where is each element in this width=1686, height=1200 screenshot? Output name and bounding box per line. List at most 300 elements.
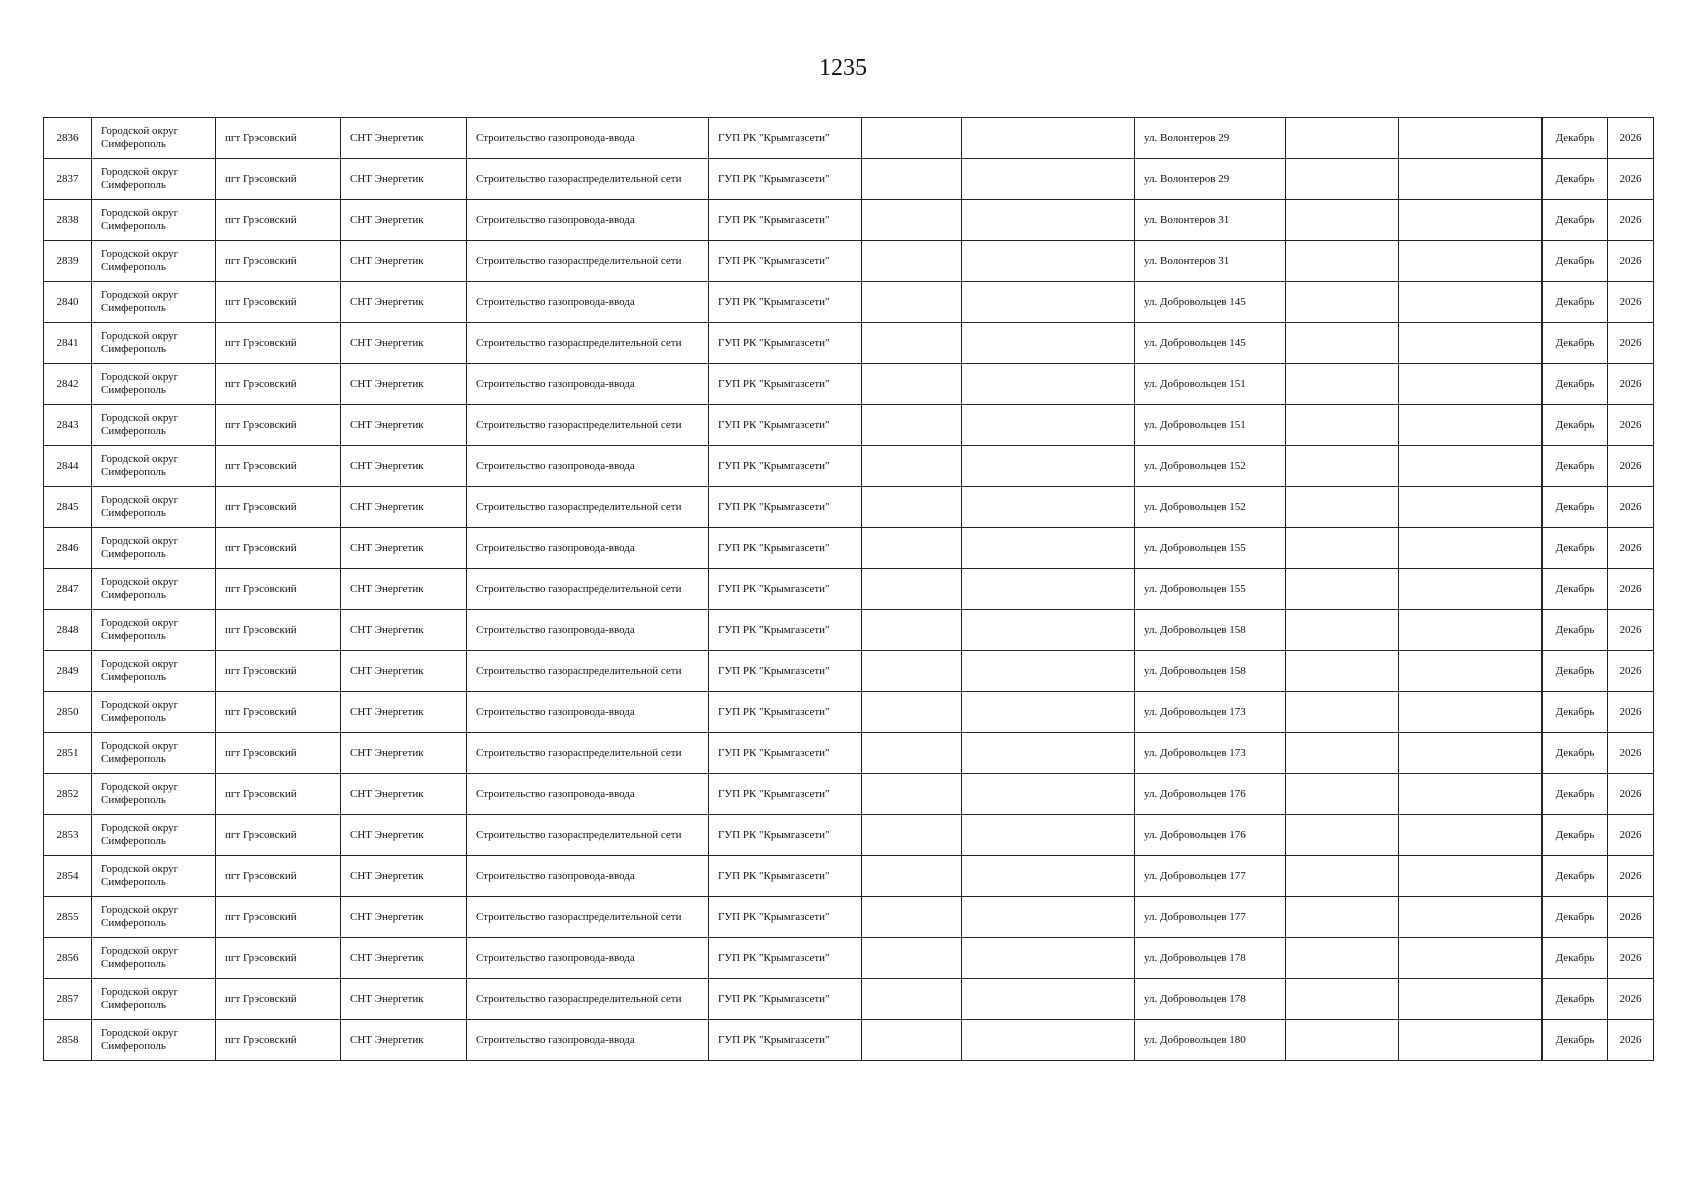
district-cell: Городской округ Симферополь — [92, 528, 216, 569]
snt-cell: СНТ Энергетик — [341, 979, 467, 1020]
register-body — [44, 118, 1654, 1061]
work-type-cell: Строительство газопровода-ввода — [467, 282, 709, 323]
snt-cell: СНТ Энергетик — [341, 1020, 467, 1061]
empty-cell — [862, 323, 962, 364]
snt-cell: СНТ Энергетик — [341, 610, 467, 651]
empty-cell — [1399, 323, 1542, 364]
empty-cell — [862, 651, 962, 692]
snt-cell: СНТ Энергетик — [341, 856, 467, 897]
empty-cell — [1399, 200, 1542, 241]
empty-cell — [1399, 897, 1542, 938]
work-type-cell: Строительство газопровода-ввода — [467, 528, 709, 569]
address-cell: ул. Добровольцев 173 — [1135, 733, 1286, 774]
empty-cell — [1399, 487, 1542, 528]
address-cell: ул. Добровольцев 151 — [1135, 364, 1286, 405]
organization-cell: ГУП РК "Крымгазсети" — [709, 979, 862, 1020]
district-cell: Городской округ Симферополь — [92, 651, 216, 692]
table-row — [44, 241, 1654, 282]
month-cell: Декабрь — [1543, 1020, 1608, 1061]
month-cell: Декабрь — [1543, 528, 1608, 569]
snt-cell: СНТ Энергетик — [341, 938, 467, 979]
address-cell: ул. Волонтеров 29 — [1135, 159, 1286, 200]
address-cell: ул. Волонтеров 31 — [1135, 241, 1286, 282]
address-cell: ул. Добровольцев 158 — [1135, 651, 1286, 692]
work-type-cell: Строительство газопровода-ввода — [467, 692, 709, 733]
year-cell: 2026 — [1608, 200, 1654, 241]
year-cell: 2026 — [1608, 323, 1654, 364]
settlement-cell: пгт Грэсовский — [216, 118, 341, 159]
empty-cell — [1286, 159, 1399, 200]
work-type-cell: Строительство газопровода-ввода — [467, 938, 709, 979]
address-cell: ул. Волонтеров 29 — [1135, 118, 1286, 159]
settlement-cell: пгт Грэсовский — [216, 446, 341, 487]
empty-cell — [1399, 938, 1542, 979]
month-cell: Декабрь — [1543, 159, 1608, 200]
table-row — [44, 528, 1654, 569]
empty-cell — [1286, 405, 1399, 446]
settlement-cell: пгт Грэсовский — [216, 528, 341, 569]
month-cell: Декабрь — [1543, 405, 1608, 446]
settlement-cell: пгт Грэсовский — [216, 815, 341, 856]
row-number-cell: 2842 — [44, 364, 92, 405]
snt-cell: СНТ Энергетик — [341, 487, 467, 528]
district-cell: Городской округ Симферополь — [92, 118, 216, 159]
settlement-cell: пгт Грэсовский — [216, 774, 341, 815]
year-cell: 2026 — [1608, 528, 1654, 569]
organization-cell: ГУП РК "Крымгазсети" — [709, 241, 862, 282]
empty-cell — [1286, 118, 1399, 159]
organization-cell: ГУП РК "Крымгазсети" — [709, 405, 862, 446]
row-number-cell: 2852 — [44, 774, 92, 815]
table-row — [44, 487, 1654, 528]
empty-cell — [962, 856, 1135, 897]
district-cell: Городской округ Симферополь — [92, 446, 216, 487]
empty-cell — [862, 159, 962, 200]
row-number-cell: 2844 — [44, 446, 92, 487]
organization-cell: ГУП РК "Крымгазсети" — [709, 487, 862, 528]
settlement-cell: пгт Грэсовский — [216, 856, 341, 897]
table-row — [44, 815, 1654, 856]
empty-cell — [1399, 282, 1542, 323]
year-cell: 2026 — [1608, 610, 1654, 651]
empty-cell — [1286, 897, 1399, 938]
month-cell: Декабрь — [1543, 200, 1608, 241]
month-cell: Декабрь — [1543, 118, 1608, 159]
district-cell: Городской округ Симферополь — [92, 1020, 216, 1061]
row-number-cell: 2850 — [44, 692, 92, 733]
snt-cell: СНТ Энергетик — [341, 118, 467, 159]
year-cell: 2026 — [1608, 733, 1654, 774]
empty-cell — [962, 897, 1135, 938]
row-number-cell: 2851 — [44, 733, 92, 774]
work-type-cell: Строительство газораспределительной сети — [467, 487, 709, 528]
district-cell: Городской округ Симферополь — [92, 159, 216, 200]
table-row — [44, 159, 1654, 200]
organization-cell: ГУП РК "Крымгазсети" — [709, 1020, 862, 1061]
empty-cell — [862, 856, 962, 897]
empty-cell — [1286, 692, 1399, 733]
month-cell: Декабрь — [1543, 651, 1608, 692]
table-row — [44, 118, 1654, 159]
empty-cell — [962, 200, 1135, 241]
row-number-cell: 2838 — [44, 200, 92, 241]
empty-cell — [1286, 528, 1399, 569]
month-cell: Декабрь — [1543, 938, 1608, 979]
table-row — [44, 733, 1654, 774]
empty-cell — [1399, 364, 1542, 405]
year-cell: 2026 — [1608, 159, 1654, 200]
table-row — [44, 692, 1654, 733]
empty-cell — [862, 528, 962, 569]
empty-cell — [1399, 692, 1542, 733]
settlement-cell: пгт Грэсовский — [216, 733, 341, 774]
organization-cell: ГУП РК "Крымгазсети" — [709, 200, 862, 241]
table-row — [44, 569, 1654, 610]
district-cell: Городской округ Симферополь — [92, 856, 216, 897]
district-cell: Городской округ Симферополь — [92, 323, 216, 364]
empty-cell — [1286, 200, 1399, 241]
snt-cell: СНТ Энергетик — [341, 282, 467, 323]
empty-cell — [1399, 118, 1542, 159]
district-cell: Городской округ Симферополь — [92, 897, 216, 938]
snt-cell: СНТ Энергетик — [341, 528, 467, 569]
empty-cell — [1286, 487, 1399, 528]
work-type-cell: Строительство газораспределительной сети — [467, 159, 709, 200]
page-number: 1235 — [819, 55, 867, 81]
month-cell: Декабрь — [1543, 487, 1608, 528]
snt-cell: СНТ Энергетик — [341, 733, 467, 774]
row-number-cell: 2848 — [44, 610, 92, 651]
empty-cell — [1286, 1020, 1399, 1061]
district-cell: Городской округ Симферополь — [92, 200, 216, 241]
year-cell: 2026 — [1608, 241, 1654, 282]
address-cell: ул. Добровольцев 173 — [1135, 692, 1286, 733]
empty-cell — [962, 733, 1135, 774]
year-cell: 2026 — [1608, 979, 1654, 1020]
empty-cell — [1399, 733, 1542, 774]
snt-cell: СНТ Энергетик — [341, 159, 467, 200]
address-cell: ул. Добровольцев 152 — [1135, 487, 1286, 528]
table-row — [44, 1020, 1654, 1061]
table-row — [44, 856, 1654, 897]
table-row — [44, 651, 1654, 692]
work-type-cell: Строительство газопровода-ввода — [467, 774, 709, 815]
year-cell: 2026 — [1608, 364, 1654, 405]
district-cell: Городской округ Симферополь — [92, 774, 216, 815]
month-cell: Декабрь — [1543, 282, 1608, 323]
month-cell: Декабрь — [1543, 856, 1608, 897]
organization-cell: ГУП РК "Крымгазсети" — [709, 897, 862, 938]
empty-cell — [1399, 774, 1542, 815]
empty-cell — [1399, 569, 1542, 610]
settlement-cell: пгт Грэсовский — [216, 610, 341, 651]
month-cell: Декабрь — [1543, 446, 1608, 487]
empty-cell — [862, 979, 962, 1020]
organization-cell: ГУП РК "Крымгазсети" — [709, 651, 862, 692]
empty-cell — [962, 159, 1135, 200]
address-cell: ул. Добровольцев 151 — [1135, 405, 1286, 446]
empty-cell — [1399, 241, 1542, 282]
month-cell: Декабрь — [1543, 364, 1608, 405]
address-cell: ул. Добровольцев 177 — [1135, 856, 1286, 897]
table-row — [44, 200, 1654, 241]
row-number-cell: 2836 — [44, 118, 92, 159]
address-cell: ул. Добровольцев 178 — [1135, 938, 1286, 979]
organization-cell: ГУП РК "Крымгазсети" — [709, 938, 862, 979]
organization-cell: ГУП РК "Крымгазсети" — [709, 610, 862, 651]
year-cell: 2026 — [1608, 897, 1654, 938]
empty-cell — [1399, 159, 1542, 200]
table-row — [44, 938, 1654, 979]
settlement-cell: пгт Грэсовский — [216, 159, 341, 200]
empty-cell — [862, 815, 962, 856]
empty-cell — [862, 733, 962, 774]
empty-cell — [862, 1020, 962, 1061]
empty-cell — [962, 692, 1135, 733]
address-cell: ул. Добровольцев 176 — [1135, 774, 1286, 815]
empty-cell — [1286, 856, 1399, 897]
row-number-cell: 2857 — [44, 979, 92, 1020]
month-cell: Декабрь — [1543, 979, 1608, 1020]
work-type-cell: Строительство газораспределительной сети — [467, 241, 709, 282]
work-type-cell: Строительство газопровода-ввода — [467, 446, 709, 487]
empty-cell — [1286, 979, 1399, 1020]
table-row — [44, 282, 1654, 323]
empty-cell — [962, 569, 1135, 610]
settlement-cell: пгт Грэсовский — [216, 405, 341, 446]
empty-cell — [1399, 856, 1542, 897]
district-cell: Городской округ Симферополь — [92, 569, 216, 610]
table-row — [44, 323, 1654, 364]
district-cell: Городской округ Симферополь — [92, 733, 216, 774]
row-number-cell: 2853 — [44, 815, 92, 856]
work-type-cell: Строительство газопровода-ввода — [467, 364, 709, 405]
month-cell: Декабрь — [1543, 897, 1608, 938]
snt-cell: СНТ Энергетик — [341, 815, 467, 856]
district-cell: Городской округ Симферополь — [92, 692, 216, 733]
year-cell: 2026 — [1608, 405, 1654, 446]
empty-cell — [862, 241, 962, 282]
settlement-cell: пгт Грэсовский — [216, 569, 341, 610]
empty-cell — [1286, 241, 1399, 282]
settlement-cell: пгт Грэсовский — [216, 364, 341, 405]
empty-cell — [1286, 569, 1399, 610]
empty-cell — [1286, 610, 1399, 651]
snt-cell: СНТ Энергетик — [341, 405, 467, 446]
settlement-cell: пгт Грэсовский — [216, 487, 341, 528]
empty-cell — [1399, 815, 1542, 856]
snt-cell: СНТ Энергетик — [341, 692, 467, 733]
empty-cell — [862, 364, 962, 405]
row-number-cell: 2856 — [44, 938, 92, 979]
empty-cell — [1286, 815, 1399, 856]
district-cell: Городской округ Симферополь — [92, 815, 216, 856]
snt-cell: СНТ Энергетик — [341, 323, 467, 364]
empty-cell — [1286, 774, 1399, 815]
year-cell: 2026 — [1608, 569, 1654, 610]
year-cell: 2026 — [1608, 118, 1654, 159]
district-cell: Городской округ Симферополь — [92, 405, 216, 446]
row-number-cell: 2845 — [44, 487, 92, 528]
work-type-cell: Строительство газораспределительной сети — [467, 323, 709, 364]
empty-cell — [1399, 1020, 1542, 1061]
organization-cell: ГУП РК "Крымгазсети" — [709, 446, 862, 487]
year-cell: 2026 — [1608, 487, 1654, 528]
work-type-cell: Строительство газопровода-ввода — [467, 118, 709, 159]
empty-cell — [962, 1020, 1135, 1061]
empty-cell — [862, 569, 962, 610]
address-cell: ул. Добровольцев 177 — [1135, 897, 1286, 938]
empty-cell — [862, 446, 962, 487]
year-cell: 2026 — [1608, 1020, 1654, 1061]
row-number-cell: 2841 — [44, 323, 92, 364]
address-cell: ул. Добровольцев 178 — [1135, 979, 1286, 1020]
table-row — [44, 610, 1654, 651]
address-cell: ул. Добровольцев 180 — [1135, 1020, 1286, 1061]
work-type-cell: Строительство газораспределительной сети — [467, 733, 709, 774]
organization-cell: ГУП РК "Крымгазсети" — [709, 815, 862, 856]
row-number-cell: 2854 — [44, 856, 92, 897]
year-cell: 2026 — [1608, 856, 1654, 897]
address-cell: ул. Добровольцев 176 — [1135, 815, 1286, 856]
snt-cell: СНТ Энергетик — [341, 651, 467, 692]
row-number-cell: 2843 — [44, 405, 92, 446]
empty-cell — [962, 774, 1135, 815]
month-cell: Декабрь — [1543, 569, 1608, 610]
organization-cell: ГУП РК "Крымгазсети" — [709, 774, 862, 815]
snt-cell: СНТ Энергетик — [341, 774, 467, 815]
row-number-cell: 2847 — [44, 569, 92, 610]
address-cell: ул. Добровольцев 155 — [1135, 528, 1286, 569]
empty-cell — [862, 610, 962, 651]
empty-cell — [962, 528, 1135, 569]
address-cell: ул. Добровольцев 152 — [1135, 446, 1286, 487]
row-number-cell: 2837 — [44, 159, 92, 200]
empty-cell — [1286, 938, 1399, 979]
empty-cell — [1399, 405, 1542, 446]
empty-cell — [1286, 323, 1399, 364]
work-type-cell: Строительство газопровода-ввода — [467, 856, 709, 897]
work-type-cell: Строительство газораспределительной сети — [467, 897, 709, 938]
empty-cell — [862, 405, 962, 446]
work-type-cell: Строительство газопровода-ввода — [467, 610, 709, 651]
empty-cell — [962, 979, 1135, 1020]
settlement-cell: пгт Грэсовский — [216, 938, 341, 979]
empty-cell — [962, 405, 1135, 446]
month-cell: Декабрь — [1543, 241, 1608, 282]
empty-cell — [962, 487, 1135, 528]
year-cell: 2026 — [1608, 815, 1654, 856]
work-type-cell: Строительство газораспределительной сети — [467, 569, 709, 610]
organization-cell: ГУП РК "Крымгазсети" — [709, 364, 862, 405]
year-cell: 2026 — [1608, 446, 1654, 487]
address-cell: ул. Добровольцев 155 — [1135, 569, 1286, 610]
organization-cell: ГУП РК "Крымгазсети" — [709, 323, 862, 364]
register-table — [43, 117, 1654, 1061]
settlement-cell: пгт Грэсовский — [216, 897, 341, 938]
year-cell: 2026 — [1608, 938, 1654, 979]
empty-cell — [862, 118, 962, 159]
row-number-cell: 2846 — [44, 528, 92, 569]
district-cell: Городской округ Симферополь — [92, 364, 216, 405]
snt-cell: СНТ Энергетик — [341, 364, 467, 405]
organization-cell: ГУП РК "Крымгазсети" — [709, 856, 862, 897]
settlement-cell: пгт Грэсовский — [216, 282, 341, 323]
empty-cell — [1286, 446, 1399, 487]
empty-cell — [1286, 282, 1399, 323]
work-type-cell: Строительство газораспределительной сети — [467, 979, 709, 1020]
address-cell: ул. Добровольцев 158 — [1135, 610, 1286, 651]
month-cell: Декабрь — [1543, 774, 1608, 815]
row-number-cell: 2849 — [44, 651, 92, 692]
year-cell: 2026 — [1608, 282, 1654, 323]
empty-cell — [1286, 651, 1399, 692]
empty-cell — [962, 282, 1135, 323]
empty-cell — [1399, 610, 1542, 651]
row-number-cell: 2840 — [44, 282, 92, 323]
empty-cell — [1286, 733, 1399, 774]
empty-cell — [962, 118, 1135, 159]
snt-cell: СНТ Энергетик — [341, 241, 467, 282]
row-number-cell: 2855 — [44, 897, 92, 938]
empty-cell — [962, 364, 1135, 405]
empty-cell — [862, 692, 962, 733]
snt-cell: СНТ Энергетик — [341, 446, 467, 487]
table-row — [44, 446, 1654, 487]
organization-cell: ГУП РК "Крымгазсети" — [709, 282, 862, 323]
empty-cell — [862, 282, 962, 323]
empty-cell — [862, 938, 962, 979]
settlement-cell: пгт Грэсовский — [216, 200, 341, 241]
empty-cell — [862, 774, 962, 815]
address-cell: ул. Добровольцев 145 — [1135, 323, 1286, 364]
organization-cell: ГУП РК "Крымгазсети" — [709, 118, 862, 159]
empty-cell — [862, 487, 962, 528]
empty-cell — [962, 610, 1135, 651]
empty-cell — [862, 897, 962, 938]
address-cell: ул. Волонтеров 31 — [1135, 200, 1286, 241]
month-cell: Декабрь — [1543, 815, 1608, 856]
year-cell: 2026 — [1608, 774, 1654, 815]
settlement-cell: пгт Грэсовский — [216, 692, 341, 733]
snt-cell: СНТ Энергетик — [341, 897, 467, 938]
empty-cell — [962, 323, 1135, 364]
work-type-cell: Строительство газораспределительной сети — [467, 405, 709, 446]
snt-cell: СНТ Энергетик — [341, 200, 467, 241]
work-type-cell: Строительство газораспределительной сети — [467, 651, 709, 692]
address-cell: ул. Добровольцев 145 — [1135, 282, 1286, 323]
month-cell: Декабрь — [1543, 733, 1608, 774]
district-cell: Городской округ Симферополь — [92, 610, 216, 651]
organization-cell: ГУП РК "Крымгазсети" — [709, 692, 862, 733]
district-cell: Городской округ Симферополь — [92, 979, 216, 1020]
empty-cell — [962, 815, 1135, 856]
empty-cell — [1399, 528, 1542, 569]
work-type-cell: Строительство газопровода-ввода — [467, 200, 709, 241]
month-cell: Декабрь — [1543, 610, 1608, 651]
row-number-cell: 2858 — [44, 1020, 92, 1061]
settlement-cell: пгт Грэсовский — [216, 979, 341, 1020]
empty-cell — [1399, 979, 1542, 1020]
settlement-cell: пгт Грэсовский — [216, 651, 341, 692]
empty-cell — [1286, 364, 1399, 405]
settlement-cell: пгт Грэсовский — [216, 323, 341, 364]
row-number-cell: 2839 — [44, 241, 92, 282]
year-cell: 2026 — [1608, 692, 1654, 733]
settlement-cell: пгт Грэсовский — [216, 1020, 341, 1061]
table-row — [44, 405, 1654, 446]
year-cell: 2026 — [1608, 651, 1654, 692]
